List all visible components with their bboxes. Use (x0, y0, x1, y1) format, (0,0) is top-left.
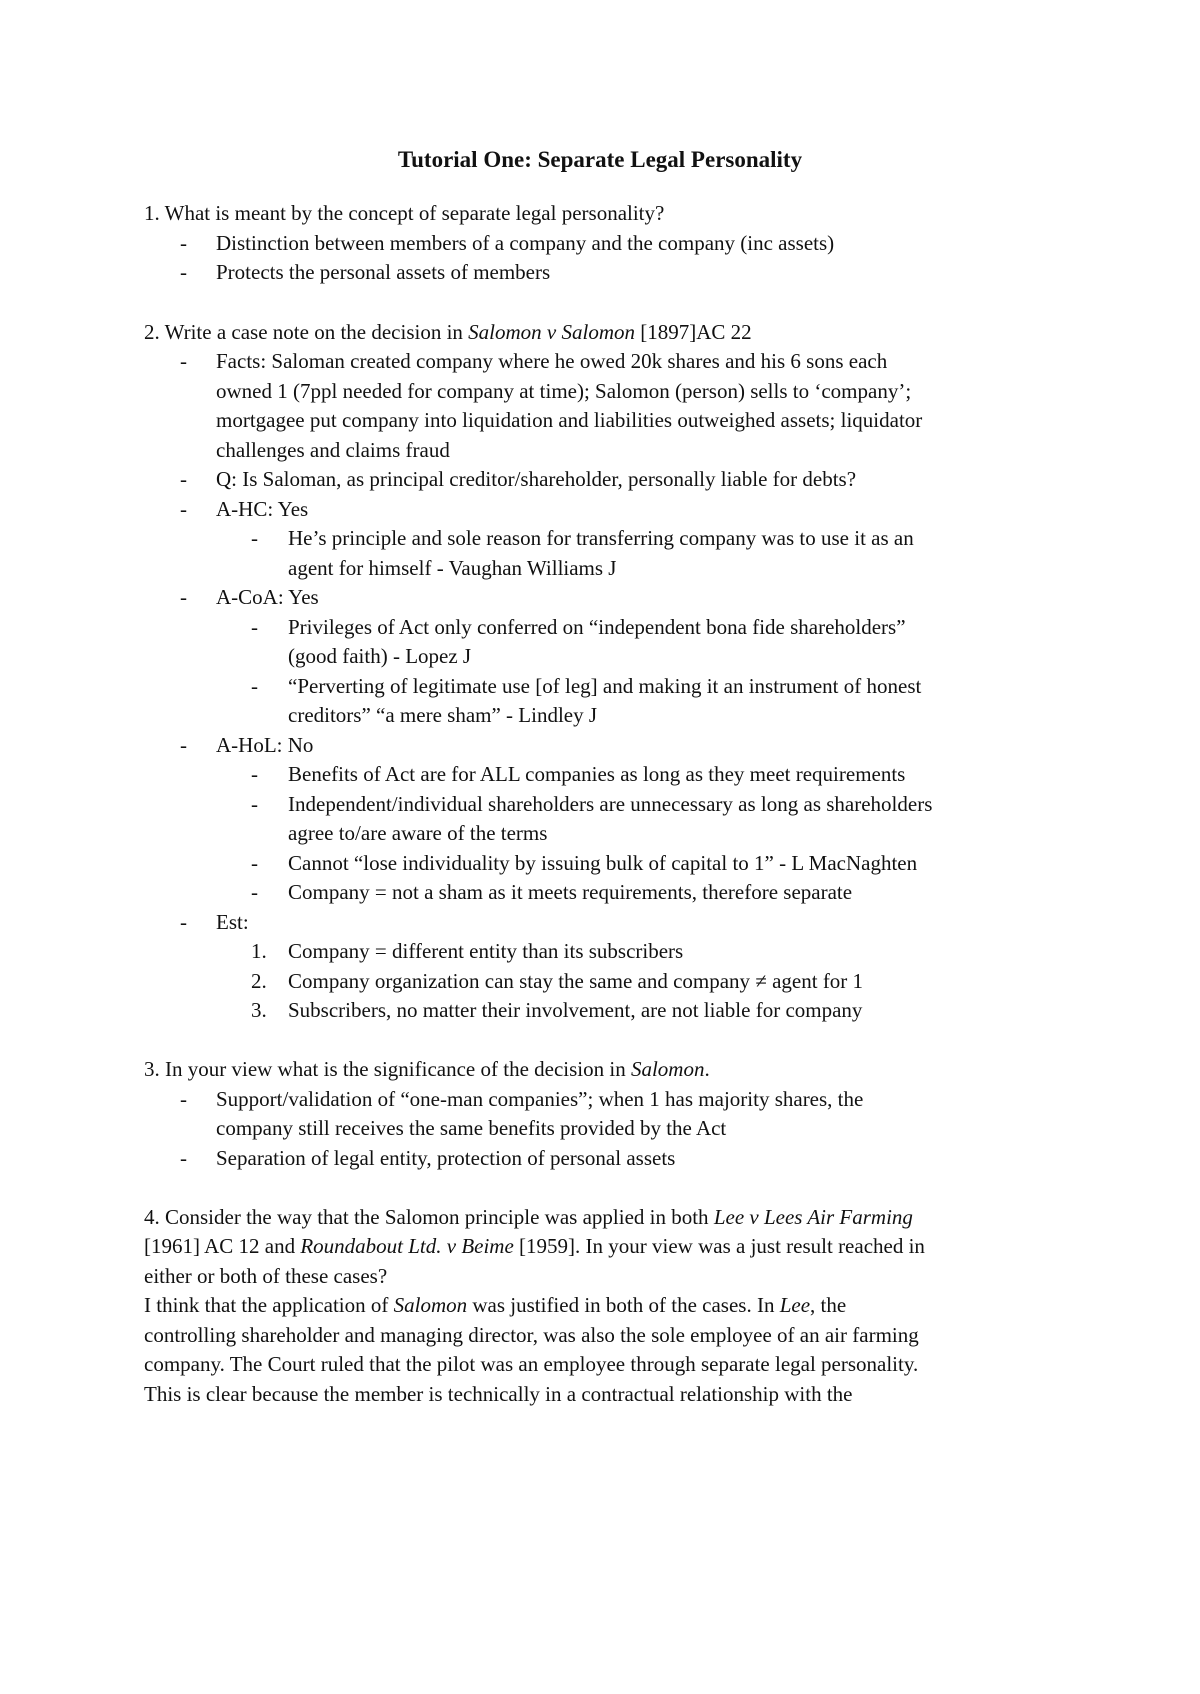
list-item: A-HoL: No (216, 733, 314, 757)
sub-list-item: Benefits of Act are for ALL companies as long as they meet requirements (288, 762, 906, 786)
question-2 (144, 317, 752, 347)
case-name: Lee (779, 1293, 811, 1317)
sub-list-item-continuation: creditors” “a mere sham” - Lindley J (288, 703, 598, 727)
case-name: Salomon (393, 1293, 468, 1317)
dash-bullet: - (251, 880, 258, 904)
dash-bullet: - (251, 526, 258, 550)
answer-paragraph-line: controlling shareholder and managing director, was also the sole employee of an air farming (144, 1323, 919, 1347)
case-name: Lee v Lees Air Farming (713, 1205, 913, 1229)
answer-text: I think that the application of (144, 1293, 394, 1317)
question-3 (144, 1054, 710, 1084)
sub-list-item: Cannot “lose individuality by issuing bulk of capital to 1” - L MacNaghten (288, 851, 918, 875)
list-item-continuation: owned 1 (7ppl needed for company at time); Salomon (person) sells to ‘company’; (216, 379, 912, 403)
citation: [1897]AC 22 (635, 320, 752, 344)
question-number: 3. (144, 1057, 160, 1081)
question-4-line-2 (144, 1231, 925, 1261)
question-text: Write a case note on the decision in (164, 320, 469, 344)
answer-paragraph-line (144, 1290, 846, 1320)
answer-paragraph-line: This is clear because the member is technically in a contractual relationship with the (144, 1382, 853, 1406)
question-1 (144, 198, 664, 228)
sub-list-item: Independent/individual shareholders are unnecessary as long as shareholders (288, 792, 933, 816)
numbered-item: Company organization can stay the same and company ≠ agent for 1 (288, 969, 864, 993)
numbered-marker: 1. (251, 939, 267, 963)
dash-bullet: - (251, 792, 258, 816)
dash-bullet: - (180, 497, 187, 521)
answer-paragraph-line: company. The Court ruled that the pilot was an employee through separate legal personality. (144, 1352, 919, 1376)
dash-bullet: - (180, 1087, 187, 1111)
dash-bullet: - (251, 762, 258, 786)
numbered-marker: 3. (251, 998, 267, 1022)
list-item: A-CoA: Yes (216, 585, 319, 609)
dash-bullet: - (180, 349, 187, 373)
sub-list-item: Privileges of Act only conferred on “independent bona fide shareholders” (288, 615, 906, 639)
question-text: In your view what is the significance of the decision in (165, 1057, 631, 1081)
numbered-marker: 2. (251, 969, 267, 993)
question-text: [1961] AC 12 and (144, 1234, 301, 1258)
dash-bullet: - (180, 585, 187, 609)
question-number: 2. (144, 320, 160, 344)
case-name: Salomon (630, 1057, 705, 1081)
dash-bullet: - (251, 615, 258, 639)
dash-bullet: - (251, 674, 258, 698)
question-4 (144, 1202, 913, 1232)
question-number: 4. (144, 1205, 160, 1229)
dash-bullet: - (180, 467, 187, 491)
dash-bullet: - (180, 733, 187, 757)
question-4-line-3: either or both of these cases? (144, 1264, 388, 1288)
list-item: A-HC: Yes (216, 497, 309, 521)
numbered-item: Company = different entity than its subscribers (288, 939, 684, 963)
sub-list-item-continuation: (good faith) - Lopez J (288, 644, 472, 668)
question-number: 1. (144, 201, 160, 225)
sub-list-item-continuation: agree to/are aware of the terms (288, 821, 548, 845)
question-text: What is meant by the concept of separate legal personality? (164, 201, 665, 225)
dash-bullet: - (180, 260, 187, 284)
numbered-item: Subscribers, no matter their involvement, are not liable for company (288, 998, 863, 1022)
list-item: Facts: Saloman created company where he owed 20k shares and his 6 sons each (216, 349, 888, 373)
sub-list-item: He’s principle and sole reason for transferring company was to use it as an (288, 526, 914, 550)
dash-bullet: - (180, 1146, 187, 1170)
list-item-continuation: challenges and claims fraud (216, 438, 450, 462)
question-text: [1959]. In your view was a just result reached in (513, 1234, 925, 1258)
case-name: Salomon v Salomon (468, 320, 635, 344)
sub-list-item: Company = not a sham as it meets requirements, therefore separate (288, 880, 853, 904)
answer-text: , the (810, 1293, 847, 1317)
list-item: Separation of legal entity, protection of personal assets (216, 1146, 676, 1170)
dash-bullet: - (251, 851, 258, 875)
list-item: Protects the personal assets of members (216, 260, 551, 284)
dash-bullet: - (180, 231, 187, 255)
question-text: Consider the way that the Salomon principle was applied in both (165, 1205, 714, 1229)
list-item: Q: Is Saloman, as principal creditor/shareholder, personally liable for debts? (216, 467, 857, 491)
sub-list-item: “Perverting of legitimate use [of leg] and making it an instrument of honest (288, 674, 922, 698)
document-title: Tutorial One: Separate Legal Personality (397, 147, 803, 172)
sub-list-item-continuation: agent for himself - Vaughan Williams J (288, 556, 617, 580)
list-item-continuation: mortgagee put company into liquidation and liabilities outweighed assets; liquidator (216, 408, 923, 432)
list-item: Est: (216, 910, 249, 934)
case-name: Roundabout Ltd. v Beime (300, 1234, 514, 1258)
list-item: Support/validation of “one-man companies”; when 1 has majority shares, the (216, 1087, 864, 1111)
question-text-end: . (704, 1057, 710, 1081)
dash-bullet: - (180, 910, 187, 934)
list-item-continuation: company still receives the same benefits provided by the Act (216, 1116, 727, 1140)
answer-text: was justified in both of the cases. In (467, 1293, 780, 1317)
list-item: Distinction between members of a company and the company (inc assets) (216, 231, 835, 255)
